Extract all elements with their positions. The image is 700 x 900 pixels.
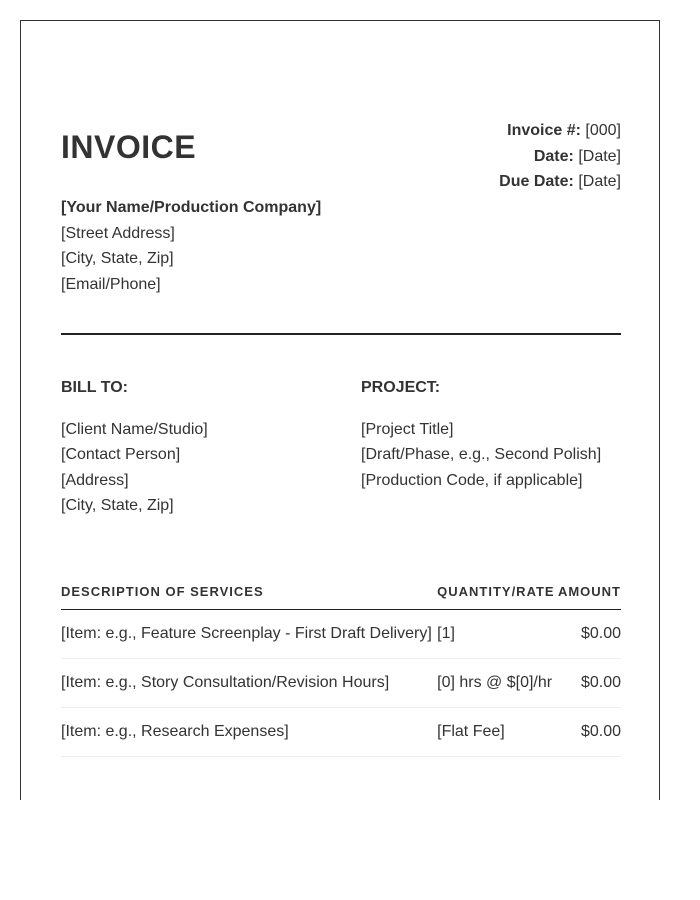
- sender-name: [Your Name/Production Company]: [61, 199, 322, 216]
- invoice-due-date-value: [Date]: [578, 173, 621, 190]
- sender-contact: [Email/Phone]: [61, 275, 161, 293]
- bill-to-city: [City, State, Zip]: [61, 497, 174, 514]
- row-description: [Item: e.g., Story Consultation/Revision Hours]: [61, 659, 437, 708]
- invoice-date-value: [Date]: [578, 147, 621, 165]
- project-heading: PROJECT:: [361, 379, 441, 396]
- project-phase: [Draft/Phase, e.g., Second Polish]: [361, 446, 602, 463]
- project-title: [Project Title]: [361, 420, 454, 438]
- table-header-row: [61, 577, 621, 610]
- row-quantity: [1]: [437, 610, 558, 659]
- invoice-date: [499, 144, 621, 170]
- invoice-due-date: [499, 169, 621, 195]
- header-quantity-rate: QUANTITY/RATE: [437, 577, 558, 610]
- bill-to-client: [Client Name/Studio]: [61, 420, 208, 438]
- row-amount: $0.00: [558, 659, 621, 708]
- invoice-due-date-label: Due Date:: [499, 173, 574, 190]
- invoice-number-label: Invoice #:: [507, 122, 581, 139]
- table-row: [61, 610, 621, 659]
- row-quantity: [0] hrs @ $[0]/hr: [437, 659, 558, 708]
- row-quantity: [Flat Fee]: [437, 708, 558, 757]
- bill-to-block: [61, 375, 208, 519]
- project-code: [Production Code, if applicable]: [361, 471, 583, 489]
- invoice-page: [20, 20, 660, 800]
- row-amount: $0.00: [558, 610, 621, 659]
- bill-to-contact: [Contact Person]: [61, 446, 181, 463]
- invoice-meta: [499, 118, 621, 195]
- bill-to-address: [Address]: [61, 471, 129, 489]
- row-description: [Item: e.g., Feature Screenplay - First Draft Delivery]: [61, 610, 437, 659]
- row-description: [Item: e.g., Research Expenses]: [61, 708, 437, 757]
- table-row: [61, 659, 621, 708]
- invoice-date-label: Date:: [533, 147, 574, 165]
- table-row: [61, 708, 621, 757]
- header-amount: AMOUNT: [558, 577, 621, 610]
- section-divider: [61, 333, 621, 335]
- invoice-title: INVOICE: [61, 129, 197, 165]
- sender-city: [City, State, Zip]: [61, 250, 174, 267]
- invoice-number-value: [000]: [585, 122, 621, 139]
- header-description: DESCRIPTION OF SERVICES: [61, 577, 437, 610]
- sender-block: [61, 195, 321, 297]
- row-amount: $0.00: [558, 708, 621, 757]
- services-table: [61, 577, 621, 757]
- project-block: [361, 375, 601, 493]
- bill-to-heading: BILL TO:: [61, 379, 128, 396]
- sender-street: [Street Address]: [61, 224, 175, 242]
- invoice-number: [499, 118, 621, 144]
